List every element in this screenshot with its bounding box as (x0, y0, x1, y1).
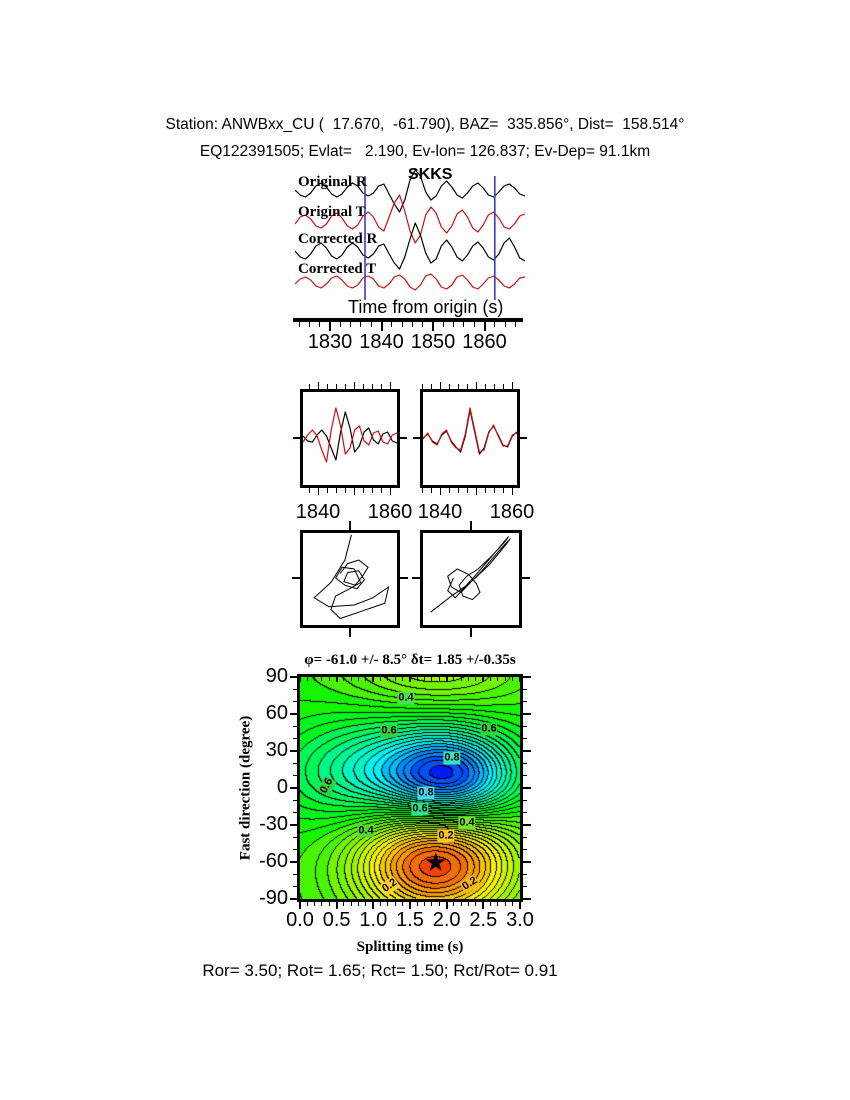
time-axis-label: Time from origin (s) (348, 297, 504, 317)
axis-tick-label: -60 (259, 849, 288, 872)
tick-mark (290, 898, 297, 900)
tick-mark (523, 689, 527, 690)
tick-mark (350, 322, 351, 327)
contour-y-axis-label: Fast direction (degree) (237, 715, 254, 861)
tick-mark (400, 437, 407, 439)
contour-level-label: 0.6 (481, 722, 497, 735)
tick-mark (293, 775, 297, 776)
waveform-trace (423, 410, 517, 454)
tick-mark (293, 837, 297, 838)
tick-mark (372, 902, 374, 909)
waveform-pair-corrected (423, 392, 517, 485)
axis-tick-label: 2.5 (469, 909, 498, 931)
axis-tick-label: 1830 (307, 331, 353, 353)
tick-mark (309, 384, 310, 389)
tick-mark (485, 384, 486, 389)
tick-mark (476, 382, 477, 389)
tick-mark (318, 488, 319, 495)
tick-mark (497, 677, 498, 681)
tick-mark (309, 322, 310, 327)
tick-mark (468, 902, 469, 906)
tick-mark (453, 677, 454, 681)
tick-mark (523, 800, 527, 801)
tick-mark (467, 384, 468, 389)
tick-mark (424, 677, 425, 681)
tick-mark (293, 800, 297, 801)
tick-mark (293, 738, 297, 739)
tick-mark (391, 322, 392, 327)
tick-mark (422, 384, 423, 389)
tick-mark (449, 384, 450, 389)
tick-mark (523, 861, 531, 863)
tick-mark (485, 488, 486, 493)
axis-tick-label: 0 (276, 776, 288, 798)
tick-mark (422, 322, 423, 327)
tick-mark (390, 382, 391, 389)
tick-mark (458, 384, 459, 389)
tick-mark (340, 322, 341, 327)
tick-mark (299, 902, 301, 909)
axis-tick-label: -30 (259, 812, 288, 835)
contour-level-label: 0.6 (317, 776, 336, 796)
tick-mark (345, 384, 346, 389)
tick-mark (474, 322, 475, 327)
tick-mark (314, 677, 315, 681)
tick-mark (354, 382, 355, 389)
tick-mark (424, 902, 425, 906)
tick-mark (440, 488, 441, 495)
tick-mark (512, 902, 513, 906)
tick-mark (372, 488, 373, 493)
tick-mark (336, 488, 337, 493)
tick-mark (395, 902, 396, 906)
tick-mark (380, 902, 381, 906)
tick-mark (290, 787, 297, 789)
tick-mark (293, 812, 297, 813)
tick-mark (381, 488, 382, 493)
header-event-line: EQ122391505; Evlat= 2.190, Ev-lon= 126.837; Ev-Dep= 91.1km (199, 143, 651, 160)
tick-mark (290, 861, 297, 863)
best-solution-star-icon: ★ (424, 847, 448, 878)
tick-mark (470, 628, 472, 637)
axis-tick-label: 1840 (417, 501, 463, 523)
tick-mark (336, 902, 338, 909)
axis-tick-label: 0.5 (322, 909, 351, 931)
tick-mark (490, 677, 491, 681)
tick-mark (417, 677, 418, 681)
contour-level-label: 0.6 (381, 724, 397, 737)
tick-mark (329, 677, 330, 681)
tick-mark (431, 677, 432, 681)
tick-mark (453, 902, 454, 906)
tick-mark (345, 488, 346, 493)
tick-mark (380, 677, 381, 681)
tick-mark (503, 384, 504, 389)
trace-label-original-t: Original T (298, 204, 366, 220)
contour-title: φ= -61.0 +/- 8.5° δt= 1.85 +/-0.35s (304, 652, 516, 668)
tick-mark (365, 902, 366, 906)
tick-mark (363, 384, 364, 389)
axis-tick-label: 1860 (489, 501, 535, 523)
tick-mark (363, 488, 364, 493)
tick-mark (371, 322, 372, 327)
tick-mark (446, 677, 448, 682)
tick-mark (449, 488, 450, 493)
tick-mark (290, 713, 297, 715)
tick-mark (402, 322, 403, 327)
tick-mark (365, 677, 366, 681)
tick-mark (327, 488, 328, 493)
tick-mark (354, 488, 355, 495)
tick-mark (523, 787, 531, 789)
tick-mark (512, 677, 513, 681)
tick-mark (395, 677, 396, 681)
tick-mark (439, 902, 440, 906)
tick-mark (293, 689, 297, 690)
tick-mark (422, 488, 423, 493)
tick-mark (402, 902, 403, 906)
tick-mark (523, 812, 527, 813)
tick-mark (307, 902, 308, 906)
tick-mark (505, 902, 506, 906)
axis-tick-label: 1860 (462, 331, 507, 353)
contour-level-label: 0.4 (358, 824, 374, 837)
tick-mark (475, 677, 476, 681)
tick-mark (523, 898, 531, 900)
tick-mark (523, 886, 527, 887)
tick-mark (482, 677, 484, 682)
axis-tick-label: 1850 (410, 331, 456, 353)
particle-motion-path (314, 535, 388, 619)
tick-mark (351, 902, 352, 906)
axis-tick-label: 2.0 (432, 909, 461, 931)
tick-mark (412, 322, 413, 327)
axis-tick-label: 90 (265, 665, 288, 687)
tick-mark (439, 677, 440, 681)
tick-mark (349, 521, 351, 530)
waveform-pair-uncorrected (303, 392, 397, 485)
tick-mark (314, 902, 315, 906)
tick-mark (318, 382, 319, 389)
tick-mark (390, 488, 391, 495)
tick-mark (413, 437, 420, 439)
tick-mark (519, 902, 521, 909)
particle-motion-box-corrected (420, 530, 522, 628)
waveform-trace (423, 408, 517, 452)
axis-tick-label: 30 (265, 739, 288, 761)
axis-tick-label: 60 (265, 702, 288, 724)
tick-mark (523, 824, 531, 826)
tick-mark (482, 902, 484, 909)
tick-mark (381, 322, 383, 331)
tick-mark (494, 384, 495, 389)
tick-mark (519, 677, 521, 682)
tick-mark (475, 902, 476, 906)
tick-mark (523, 849, 527, 850)
contour-level-label: 0.4 (398, 691, 414, 704)
contour-level-label: 0.2 (438, 829, 454, 842)
axis-tick-label: 1840 (295, 501, 341, 523)
tick-mark (461, 902, 462, 906)
tick-mark (336, 677, 338, 682)
tick-mark (329, 902, 330, 906)
contour-level-label: 0.8 (444, 751, 460, 764)
contour-level-label: 0.2 (380, 876, 400, 895)
tick-mark (387, 902, 388, 906)
tick-mark (523, 837, 527, 838)
tick-mark (358, 902, 359, 906)
tick-mark (476, 488, 477, 495)
tick-mark (431, 384, 432, 389)
contour-level-label: 0.8 (418, 786, 434, 799)
tick-mark (443, 322, 444, 327)
trace-label-original-r: Original R (298, 174, 367, 190)
phase-label: SKKS (408, 166, 453, 183)
particle-motion-uncorrected (303, 533, 397, 625)
axis-tick-label: -90 (259, 886, 288, 909)
tick-mark (290, 750, 297, 752)
tick-mark (309, 488, 310, 493)
tick-mark (490, 902, 491, 906)
trace-label-corrected-t: Corrected T (298, 261, 377, 277)
tick-mark (402, 677, 403, 681)
tick-mark (321, 902, 322, 906)
tick-mark (372, 384, 373, 389)
tick-mark (468, 677, 469, 681)
tick-mark (523, 874, 527, 875)
tick-mark (292, 577, 300, 579)
axis-tick-label: 1.5 (396, 909, 424, 931)
tick-mark (293, 886, 297, 887)
tick-mark (293, 437, 300, 439)
tick-mark (494, 322, 495, 327)
axis-tick-label: 1840 (359, 331, 404, 353)
tick-mark (467, 488, 468, 493)
tick-mark (512, 488, 513, 495)
tick-mark (290, 824, 297, 826)
tick-mark (497, 902, 498, 906)
header-station-line: Station: ANWBxx_CU ( 17.670, -61.790), BAZ= 335.856°, Dist= 158.514° (165, 116, 685, 133)
tick-mark (299, 322, 300, 327)
tick-mark (343, 677, 344, 681)
tick-mark (458, 488, 459, 493)
tick-mark (431, 488, 432, 493)
tick-mark (412, 577, 420, 579)
tick-mark (290, 676, 297, 678)
tick-mark (494, 488, 495, 493)
tick-mark (327, 384, 328, 389)
tick-mark (381, 384, 382, 389)
waveform-pair-box-uncorrected (300, 389, 400, 488)
tick-mark (523, 763, 527, 764)
tick-mark (523, 726, 527, 727)
tick-mark (470, 521, 472, 530)
tick-mark (440, 382, 441, 389)
tick-mark (400, 577, 408, 579)
tick-mark (520, 437, 527, 439)
tick-mark (523, 676, 531, 678)
particle-motion-path (431, 537, 511, 613)
tick-mark (461, 677, 462, 681)
tick-mark (409, 677, 411, 682)
tick-mark (409, 902, 411, 909)
tick-mark (417, 902, 418, 906)
tick-mark (505, 677, 506, 681)
tick-mark (523, 701, 527, 702)
tick-mark (453, 322, 454, 327)
contour-x-axis-label: Splitting time (s) (356, 939, 464, 955)
tick-mark (293, 726, 297, 727)
tick-mark (293, 849, 297, 850)
tick-mark (307, 677, 308, 681)
tick-mark (349, 628, 351, 637)
tick-mark (463, 322, 464, 327)
tick-mark (319, 322, 320, 327)
tick-mark (503, 488, 504, 493)
tick-mark (515, 322, 516, 327)
particle-motion-corrected (423, 533, 519, 625)
tick-mark (387, 677, 388, 681)
tick-mark (432, 322, 434, 331)
tick-mark (293, 763, 297, 764)
trace-label-corrected-r: Corrected R (298, 231, 378, 247)
tick-mark (484, 322, 486, 331)
contour-level-label: 0.4 (459, 816, 475, 829)
contour-level-label: 0.2 (460, 874, 480, 893)
tick-mark (293, 318, 523, 322)
tick-mark (336, 384, 337, 389)
axis-tick-label: 0.0 (286, 909, 314, 931)
axis-tick-label: 1860 (367, 501, 413, 523)
tick-mark (431, 902, 432, 906)
tick-mark (523, 713, 531, 715)
axis-tick-label: 3.0 (506, 909, 534, 931)
tick-mark (358, 677, 359, 681)
tick-mark (446, 902, 448, 909)
axis-tick-label: 1.0 (359, 909, 388, 931)
tick-mark (372, 677, 374, 682)
tick-mark (522, 577, 530, 579)
tick-mark (512, 382, 513, 389)
tick-mark (321, 677, 322, 681)
tick-mark (523, 775, 527, 776)
tick-mark (293, 874, 297, 875)
waveform-pair-box-corrected (420, 389, 520, 488)
particle-motion-box-uncorrected (300, 530, 400, 628)
tick-mark (523, 738, 527, 739)
tick-mark (329, 322, 331, 331)
tick-mark (343, 902, 344, 906)
quality-stats-footer: Ror= 3.50; Rot= 1.65; Rct= 1.50; Rct/Rot= 0.91 (202, 961, 558, 980)
tick-mark (351, 677, 352, 681)
contour-level-label: 0.6 (412, 802, 428, 815)
tick-mark (299, 677, 301, 682)
tick-mark (505, 322, 506, 327)
tick-mark (293, 701, 297, 702)
tick-mark (360, 322, 361, 327)
tick-mark (523, 750, 531, 752)
